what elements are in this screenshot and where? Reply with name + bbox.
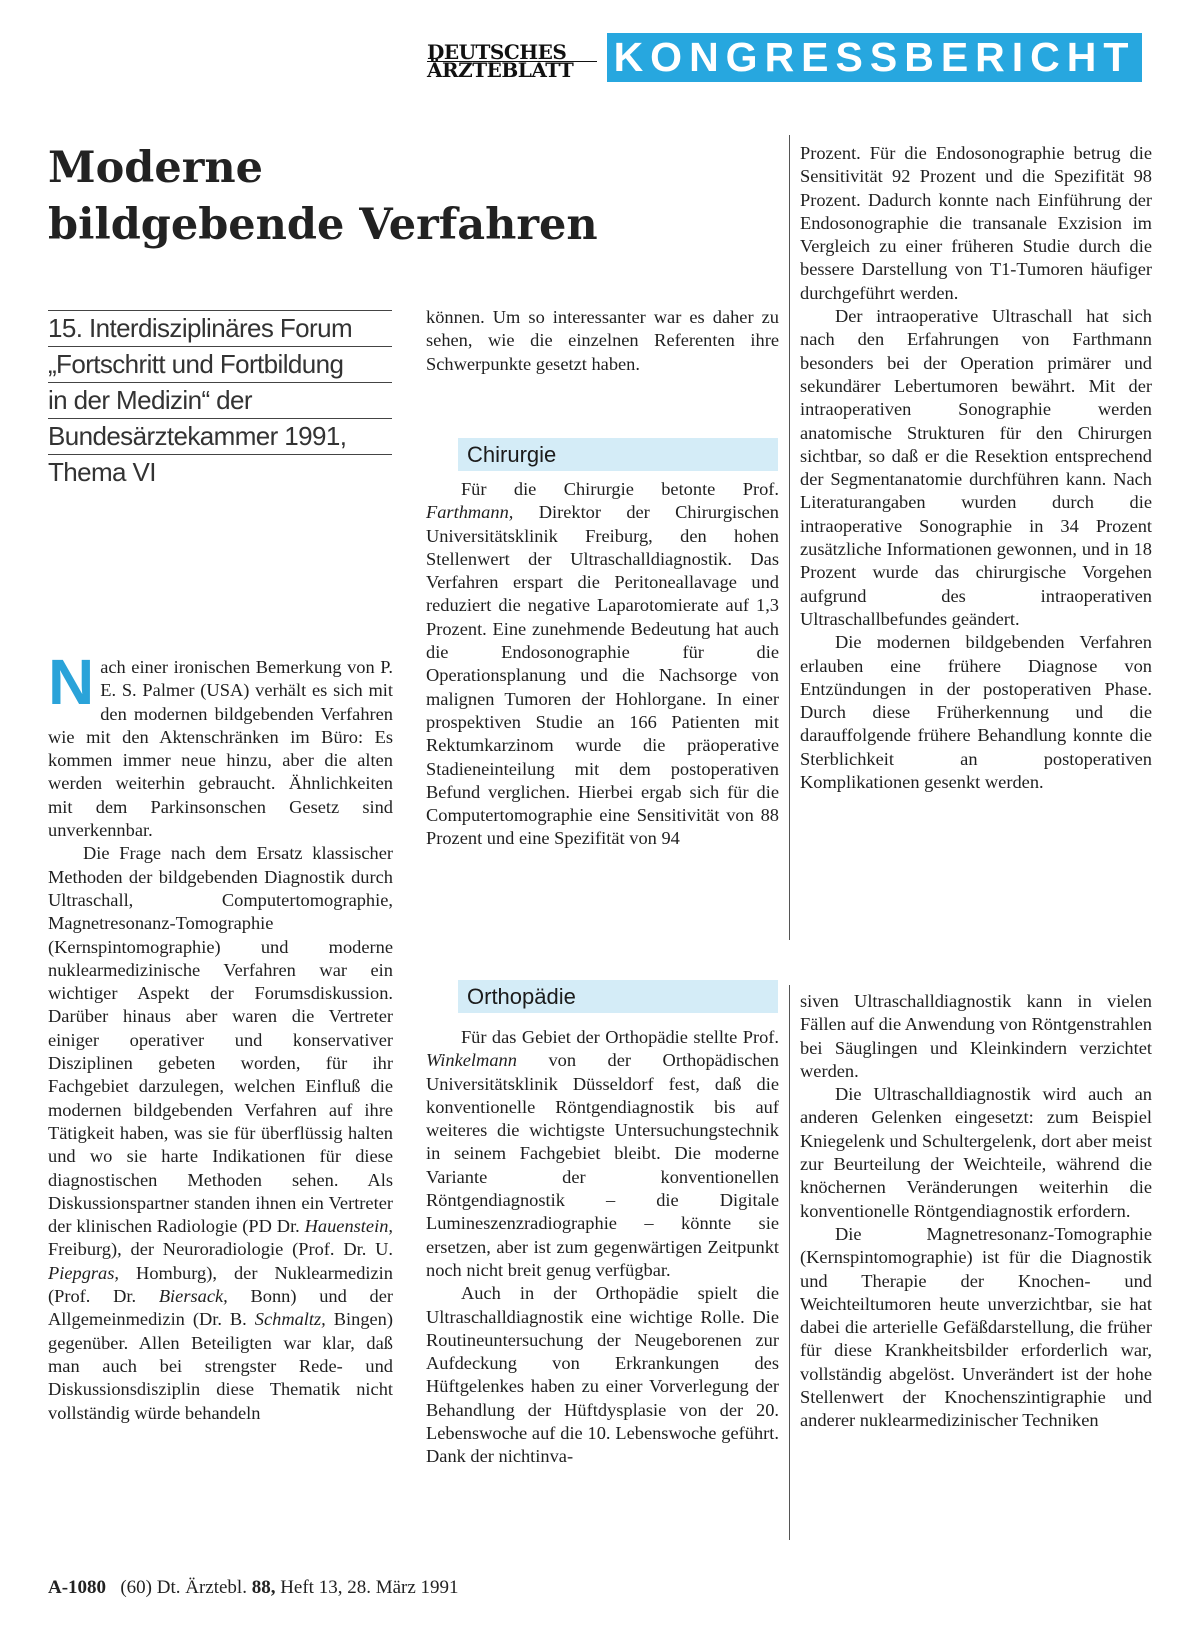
paragraph-text: Bingen) gegenüber. Allen Beteiligten war klar, daß man auch bei strengster Rede- und Diskussionsdisziplin diese Thematik nicht vollständig würde behandeln	[48, 1309, 393, 1423]
paragraph: Die modernen bildgebenden Verfahren erlauben eine frühere Diagnose von Entzündungen in der postoperativen Phase. Durch diese Früherkennung und die darauffolgende frühere Behandlung konnte die Sterblichkeit an postoperativen Komplikationen gesenkt werden.	[800, 632, 1152, 793]
title-line-2: bildgebende Verfahren	[48, 200, 598, 250]
text-column-3-bottom	[800, 990, 1152, 1433]
paragraph-text: Direktor der Chirurgischen Universitätsklinik Freiburg, den hohen Stellenwert der Ultraschalldiagnostik. Das Verfahren erspart die Peritoneallavage und reduziert die negative Laparotomierate auf 1,3 Prozent. Eine zunehmende Bedeutung hat auch die Endosonographie für die Operationsplanung und die Nachsorge von malignen Tumoren der Hohlorgane. In einer prospektiven Studie an 166 Patienten mit Rektumkarzinom wurde die präoperative Stadieneinteilung mit dem postoperativen Befund verglichen. Hierbei ergab sich für die Computertomographie eine Sensitivität von 88 Prozent und eine Spezifität von 94	[426, 502, 779, 849]
volume-number: 88,	[251, 1577, 276, 1598]
paragraph-text: Für die Chirurgie betonte Prof.	[460, 479, 779, 499]
paragraph: Die Ultraschalldiagnostik wird auch an anderen Gelenken eingesetzt: zum Beispiel Kniegelenk und Schultergelenk, dort aber meist zur Beurteilung der Weichteile, während die knöchernen Veränderungen weiterhin die konventionelle Röntgendiagnostik erfordern.	[800, 1084, 1152, 1221]
page-number: A-1080	[48, 1577, 107, 1598]
journal-logo	[427, 40, 597, 82]
article-title	[48, 140, 668, 254]
paragraph-text: ach einer ironischen Bemerkung von P. E. S. Palmer (USA) verhält es sich mit den modernen bildgebenden Verfahren wie mit den Aktenschränken im Büro: Es kommen immer neue hinzu, aber die alten werden weiterhin gebraucht. Ähnlichkeiten mit dem Parkinsonschen Gesetz sind unverkennbar.	[48, 657, 393, 841]
person-name: Schmaltz,	[254, 1309, 326, 1330]
subtitle-line: „Fortschritt und Fortbildung	[48, 346, 392, 382]
subtitle-line: in der Medizin“ der	[48, 382, 392, 418]
paragraph	[426, 478, 779, 851]
section-heading-chirurgie: Chirurgie	[458, 438, 778, 471]
text-column-2-orthopaedie	[426, 1026, 779, 1469]
text-column-3-top	[800, 142, 1152, 794]
paragraph: siven Ultraschalldiagnostik kann in vielen Fällen auf die Anwendung von Röntgenstrahlen bei Säuglingen und Kleinkindern verzichtet werden.	[800, 991, 1152, 1081]
text-column-2-intro	[426, 306, 779, 376]
column-divider	[789, 135, 790, 940]
logo-line-2: ÄRZTEBLATT	[427, 58, 574, 82]
paragraph: Die Magnetresonanz-Tomographie (Kernspintomographie) ist für die Diagnostik und Therapie der Knochen- und Weichteiltumoren heute unverzichtbar, sie hat dabei die arterielle Gefäßdarstellung, die früher für diese Krankheitsbilder erforderlich war, vollständig abgelöst. Unverändert ist der hohe Stellenwert der Knochenszintigraphie und anderer nuklearmedizinischer Techniken	[800, 1223, 1152, 1431]
text-column-2-chirurgie	[426, 478, 779, 851]
page-footer	[48, 1577, 748, 1599]
paragraph-text: Bonn) und der Allgemeinmedizin (Dr. B.	[48, 1286, 393, 1330]
paragraph	[426, 1026, 779, 1282]
article-subtitle	[48, 310, 392, 490]
section-heading-orthopaedie: Orthopädie	[458, 980, 778, 1013]
subtitle-line: Bundesärztekammer 1991,	[48, 418, 392, 454]
person-name: Farthmann,	[426, 502, 514, 523]
text-column-1	[48, 656, 393, 1536]
paragraph-text: Homburg), der Nuklearmedizin (Prof. Dr.	[48, 1262, 393, 1307]
paragraph-text: Farthmann besonders bei der Operation primärer und sekundärer Lebertumoren bewährt. Mit der intraoperativen Sonographie werden anatomische Strukturen für den Chirurgen sichtbar, so daß er die Resektion entsprechend der Segmentanatomie durchführen kann. Nach Literaturangaben wurden durch die intraoperative Sonographie in 34 Prozent zusätzliche Informationen gewonnen, und in 18 Prozent wurde das chirurgische Vorgehen aufgrund des intraoperativen Ultraschallbefundes geändert.	[800, 329, 1152, 629]
paragraph-text: Die Frage nach dem Ersatz klassischer Methoden der bildgebenden Diagnostik durch Ultraschall, Computertomographie, Magnetresonanz-Tomographie (Kernspintomographie) und moderne nuklearmedizinische Verfahren war ein wichtiger Aspekt der Forumsdiskussion. Darüber hinaus aber waren die Vertreter einiger operativer und konservativer Disziplinen gebeten worden, für ihr Fachgebiet darzulegen, welchen Einfluß die modernen bildgebenden Verfahren auf ihre Tätigkeit haben, was sie für überflüssig halten und wo sie harte Indikationen für diese diagnostischen Methoden sehen. Als Diskussionspartner standen ihnen ein Vertreter der klinischen Radiologie (PD Dr.	[48, 843, 393, 1237]
drop-cap: N	[48, 656, 95, 718]
subtitle-line: 15. Interdisziplinäres Forum	[48, 310, 392, 346]
paragraph: können. Um so interessanter war es daher zu sehen, wie die einzelnen Referenten ihre Schwerpunkte gesetzt haben.	[426, 307, 779, 374]
person-name: Hauenstein,	[304, 1216, 393, 1237]
paragraph	[800, 305, 1152, 631]
logo-line-1: DEUTSCHES	[427, 44, 597, 62]
paragraph-text: Für das Gebiet der Orthopädie stellte Prof.	[460, 1027, 779, 1047]
person-name: Winkelmann	[426, 1050, 517, 1071]
person-name: Piepgras,	[48, 1262, 120, 1283]
paragraph-text: von der Orthopädischen Universitätsklinik Düsseldorf fest, daß die konventionelle Röntgendiagnostik bis auf weiteres die wichtigste Untersuchungstechnik in seinem Fachgebiet bleibt. Die moderne Variante der konventionellen Röntgendiagnostik – die Digitale Lumineszenzradiographie – könnte sie ersetzen, aber ist zum gegenwärtigen Zeitpunkt noch nicht breit genug verfügbar.	[426, 1050, 779, 1280]
section-banner: KONGRESSBERICHT	[607, 33, 1142, 82]
paragraph-text: Freiburg), der Neuroradiologie (Prof. Dr. U.	[48, 1239, 393, 1260]
paragraph-text: Der intraoperative Ultraschall hat sich nach den Erfahrungen von	[800, 306, 1152, 350]
person-name: Biersack,	[158, 1286, 228, 1307]
paragraph	[48, 842, 393, 1424]
subtitle-line: Thema VI	[48, 454, 392, 490]
title-line-1: Moderne	[48, 143, 263, 193]
citation-text: Heft 13, 28. März 1991	[275, 1577, 459, 1598]
column-divider	[789, 985, 790, 1540]
citation-text: (60) Dt. Ärztebl.	[120, 1577, 252, 1598]
paragraph	[48, 656, 393, 842]
paragraph: Prozent. Für die Endosonographie betrug die Sensitivität 92 Prozent und die Spezifität 98 Prozent. Dadurch konnte nach Einführung der Endosonographie die transanale Exzision im Vergleich zu einer früheren Studie durch die bessere Darstellung von T1-Tumoren häufiger durchgeführt werden.	[800, 143, 1152, 303]
paragraph: Auch in der Orthopädie spielt die Ultraschalldiagnostik eine wichtige Rolle. Die Routineuntersuchung der Neugeborenen zur Aufdeckung von Erkrankungen des Hüftgelenkes haben zu einer Vorverlegung der Behandlung der Hüftdysplasie von der 20. Lebenswoche auf die 10. Lebenswoche geführt. Dank der nichtinva-	[426, 1283, 779, 1467]
